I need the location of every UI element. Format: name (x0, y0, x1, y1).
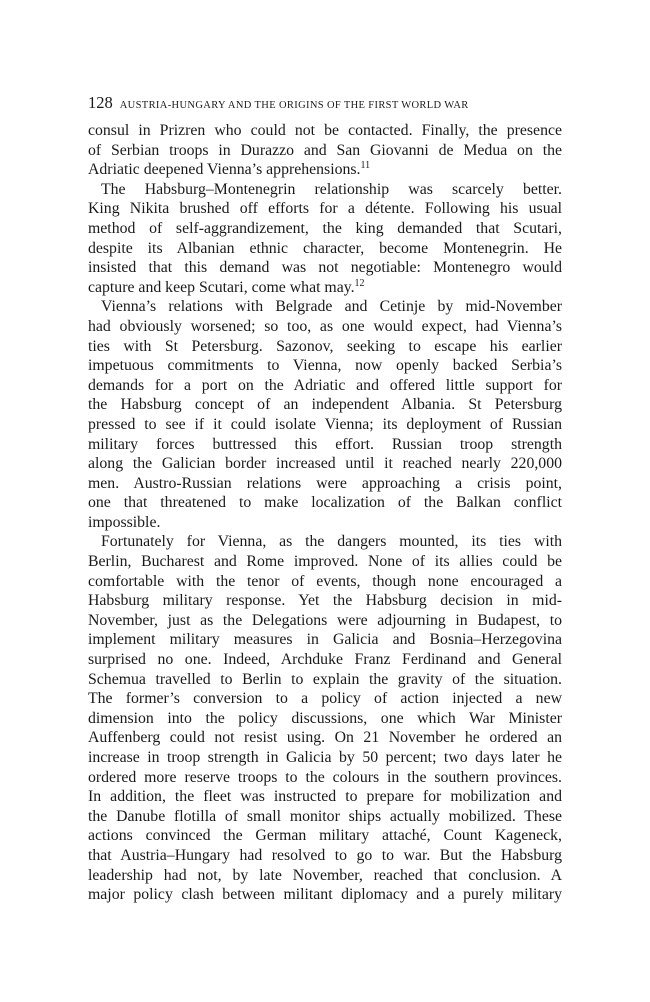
text-line (88, 395, 562, 415)
line-text: of Serbian troops in Durazzo and San Giovanni de Medua on the (88, 141, 562, 159)
line-text: Habsburg military response. Yet the Habsburg decision in mid- (88, 592, 562, 610)
line-text: the Habsburg concept of an independent Albania. St Petersburg (88, 396, 562, 414)
line-text: despite its Albanian ethnic character, become Montenegrin. He (88, 239, 562, 257)
text-line (88, 513, 562, 533)
line-text: military forces buttressed this effort. Russian troop strength (88, 435, 562, 453)
text-line (88, 376, 562, 396)
text-line (88, 885, 562, 905)
line-text: consul in Prizren who could not be contacted. Finally, the presence (88, 122, 562, 139)
footnote-marker[interactable]: 11 (360, 160, 371, 172)
line-text: men. Austro-Russian relations were approaching a crisis point, (88, 474, 562, 492)
paragraph (88, 121, 562, 180)
book-page (88, 93, 562, 905)
text-line (88, 572, 562, 592)
running-title: AUSTRIA-HUNGARY AND THE ORIGINS OF THE FIRST WORLD WAR (119, 100, 469, 111)
line-text: Adriatic deepened Vienna’s apprehensions. (88, 161, 361, 179)
text-line (88, 689, 562, 709)
text-line (88, 180, 562, 200)
body-text (88, 121, 562, 905)
text-line (88, 474, 562, 494)
line-text: the Danube flotilla of small monitor ships actually mobilized. These (88, 807, 562, 825)
text-line (88, 493, 562, 513)
text-line (88, 141, 562, 161)
text-line (88, 415, 562, 435)
line-text: one that threatened to make localization of the Balkan conflict (88, 494, 562, 512)
line-text: dimension into the policy discussions, one which War Minister (88, 709, 562, 727)
running-head (88, 93, 562, 115)
line-text: impetuous commitments to Vienna, now openly backed Serbia’s (88, 357, 562, 375)
line-text: that Austria–Hungary had resolved to go to war. But the Habsburg (88, 846, 562, 864)
line-text: insisted that this demand was not negotiable: Montenegro would (88, 259, 562, 277)
text-line (88, 199, 562, 219)
text-line (88, 630, 562, 650)
text-line (88, 748, 562, 768)
line-text: impossible. (88, 513, 161, 531)
text-line (88, 826, 562, 846)
text-line (88, 768, 562, 788)
text-line (88, 611, 562, 631)
text-line (88, 337, 562, 357)
line-text: implement military measures in Galicia and Bosnia–Herzegovina (88, 631, 562, 649)
text-line (88, 866, 562, 886)
paragraph (88, 180, 562, 298)
line-text: pressed to see if it could isolate Vienna; its deployment of Russian (88, 415, 562, 433)
line-text: had obviously worsened; so too, as one would expect, had Vienna’s (88, 317, 562, 335)
text-line (88, 650, 562, 670)
text-line (88, 278, 562, 298)
line-text: actions convinced the German military attaché, Count Kageneck, (88, 827, 562, 845)
line-text: King Nikita brushed off efforts for a détente. Following his usual (88, 200, 562, 218)
line-text: ordered more reserve troops to the colours in the southern provinces. (88, 768, 562, 786)
line-text: surprised no one. Indeed, Archduke Franz Ferdinand and General (88, 651, 562, 669)
line-text: capture and keep Scutari, come what may. (88, 278, 355, 296)
text-line (88, 532, 562, 552)
text-line (88, 239, 562, 259)
paragraph (88, 532, 562, 904)
text-line (88, 591, 562, 611)
line-text: In addition, the fleet was instructed to prepare for mobilization and (88, 788, 562, 806)
text-line (88, 787, 562, 807)
text-line (88, 297, 562, 317)
line-text: comfortable with the tenor of events, though none encouraged a (88, 572, 562, 590)
text-line (88, 709, 562, 729)
text-line (88, 454, 562, 474)
text-line (88, 846, 562, 866)
page-number: 128 (88, 93, 113, 112)
line-text: Auffenberg could not resist using. On 21 November he ordered an (88, 729, 562, 747)
line-text: method of self-aggrandizement, the king demanded that Scutari, (88, 219, 562, 237)
line-text: Vienna’s relations with Belgrade and Cetinje by mid-November (101, 298, 562, 316)
text-line (88, 160, 562, 180)
text-line (88, 435, 562, 455)
paragraph (88, 297, 562, 532)
text-line (88, 121, 562, 141)
line-text: Fortunately for Vienna, as the dangers mounted, its ties with (101, 533, 562, 551)
line-text: The former’s conversion to a policy of action injected a new (88, 690, 562, 708)
text-line (88, 670, 562, 690)
line-text: demands for a port on the Adriatic and offered little support for (88, 376, 562, 394)
text-line (88, 728, 562, 748)
line-text: leadership had not, by late November, reached that conclusion. A (88, 866, 562, 884)
line-text: ties with St Petersburg. Sazonov, seeking to escape his earlier (88, 337, 562, 355)
text-line (88, 807, 562, 827)
line-text: increase in troop strength in Galicia by 50 percent; two days later he (88, 749, 562, 766)
text-line (88, 317, 562, 337)
line-text: major policy clash between militant diplomacy and a purely military (88, 886, 562, 904)
line-text: Berlin, Bucharest and Rome improved. None of its allies could be (88, 553, 562, 571)
text-line (88, 552, 562, 572)
line-text: Schemua travelled to Berlin to explain the gravity of the situation. (88, 670, 562, 688)
line-text: The Habsburg–Montenegrin relationship was scarcely better. (101, 180, 562, 198)
text-line (88, 258, 562, 278)
line-text: November, just as the Delegations were adjourning in Budapest, to (88, 611, 562, 629)
text-line (88, 219, 562, 239)
footnote-marker[interactable]: 12 (354, 277, 365, 289)
text-line (88, 356, 562, 376)
line-text: along the Galician border increased until it reached nearly 220,000 (88, 455, 562, 473)
